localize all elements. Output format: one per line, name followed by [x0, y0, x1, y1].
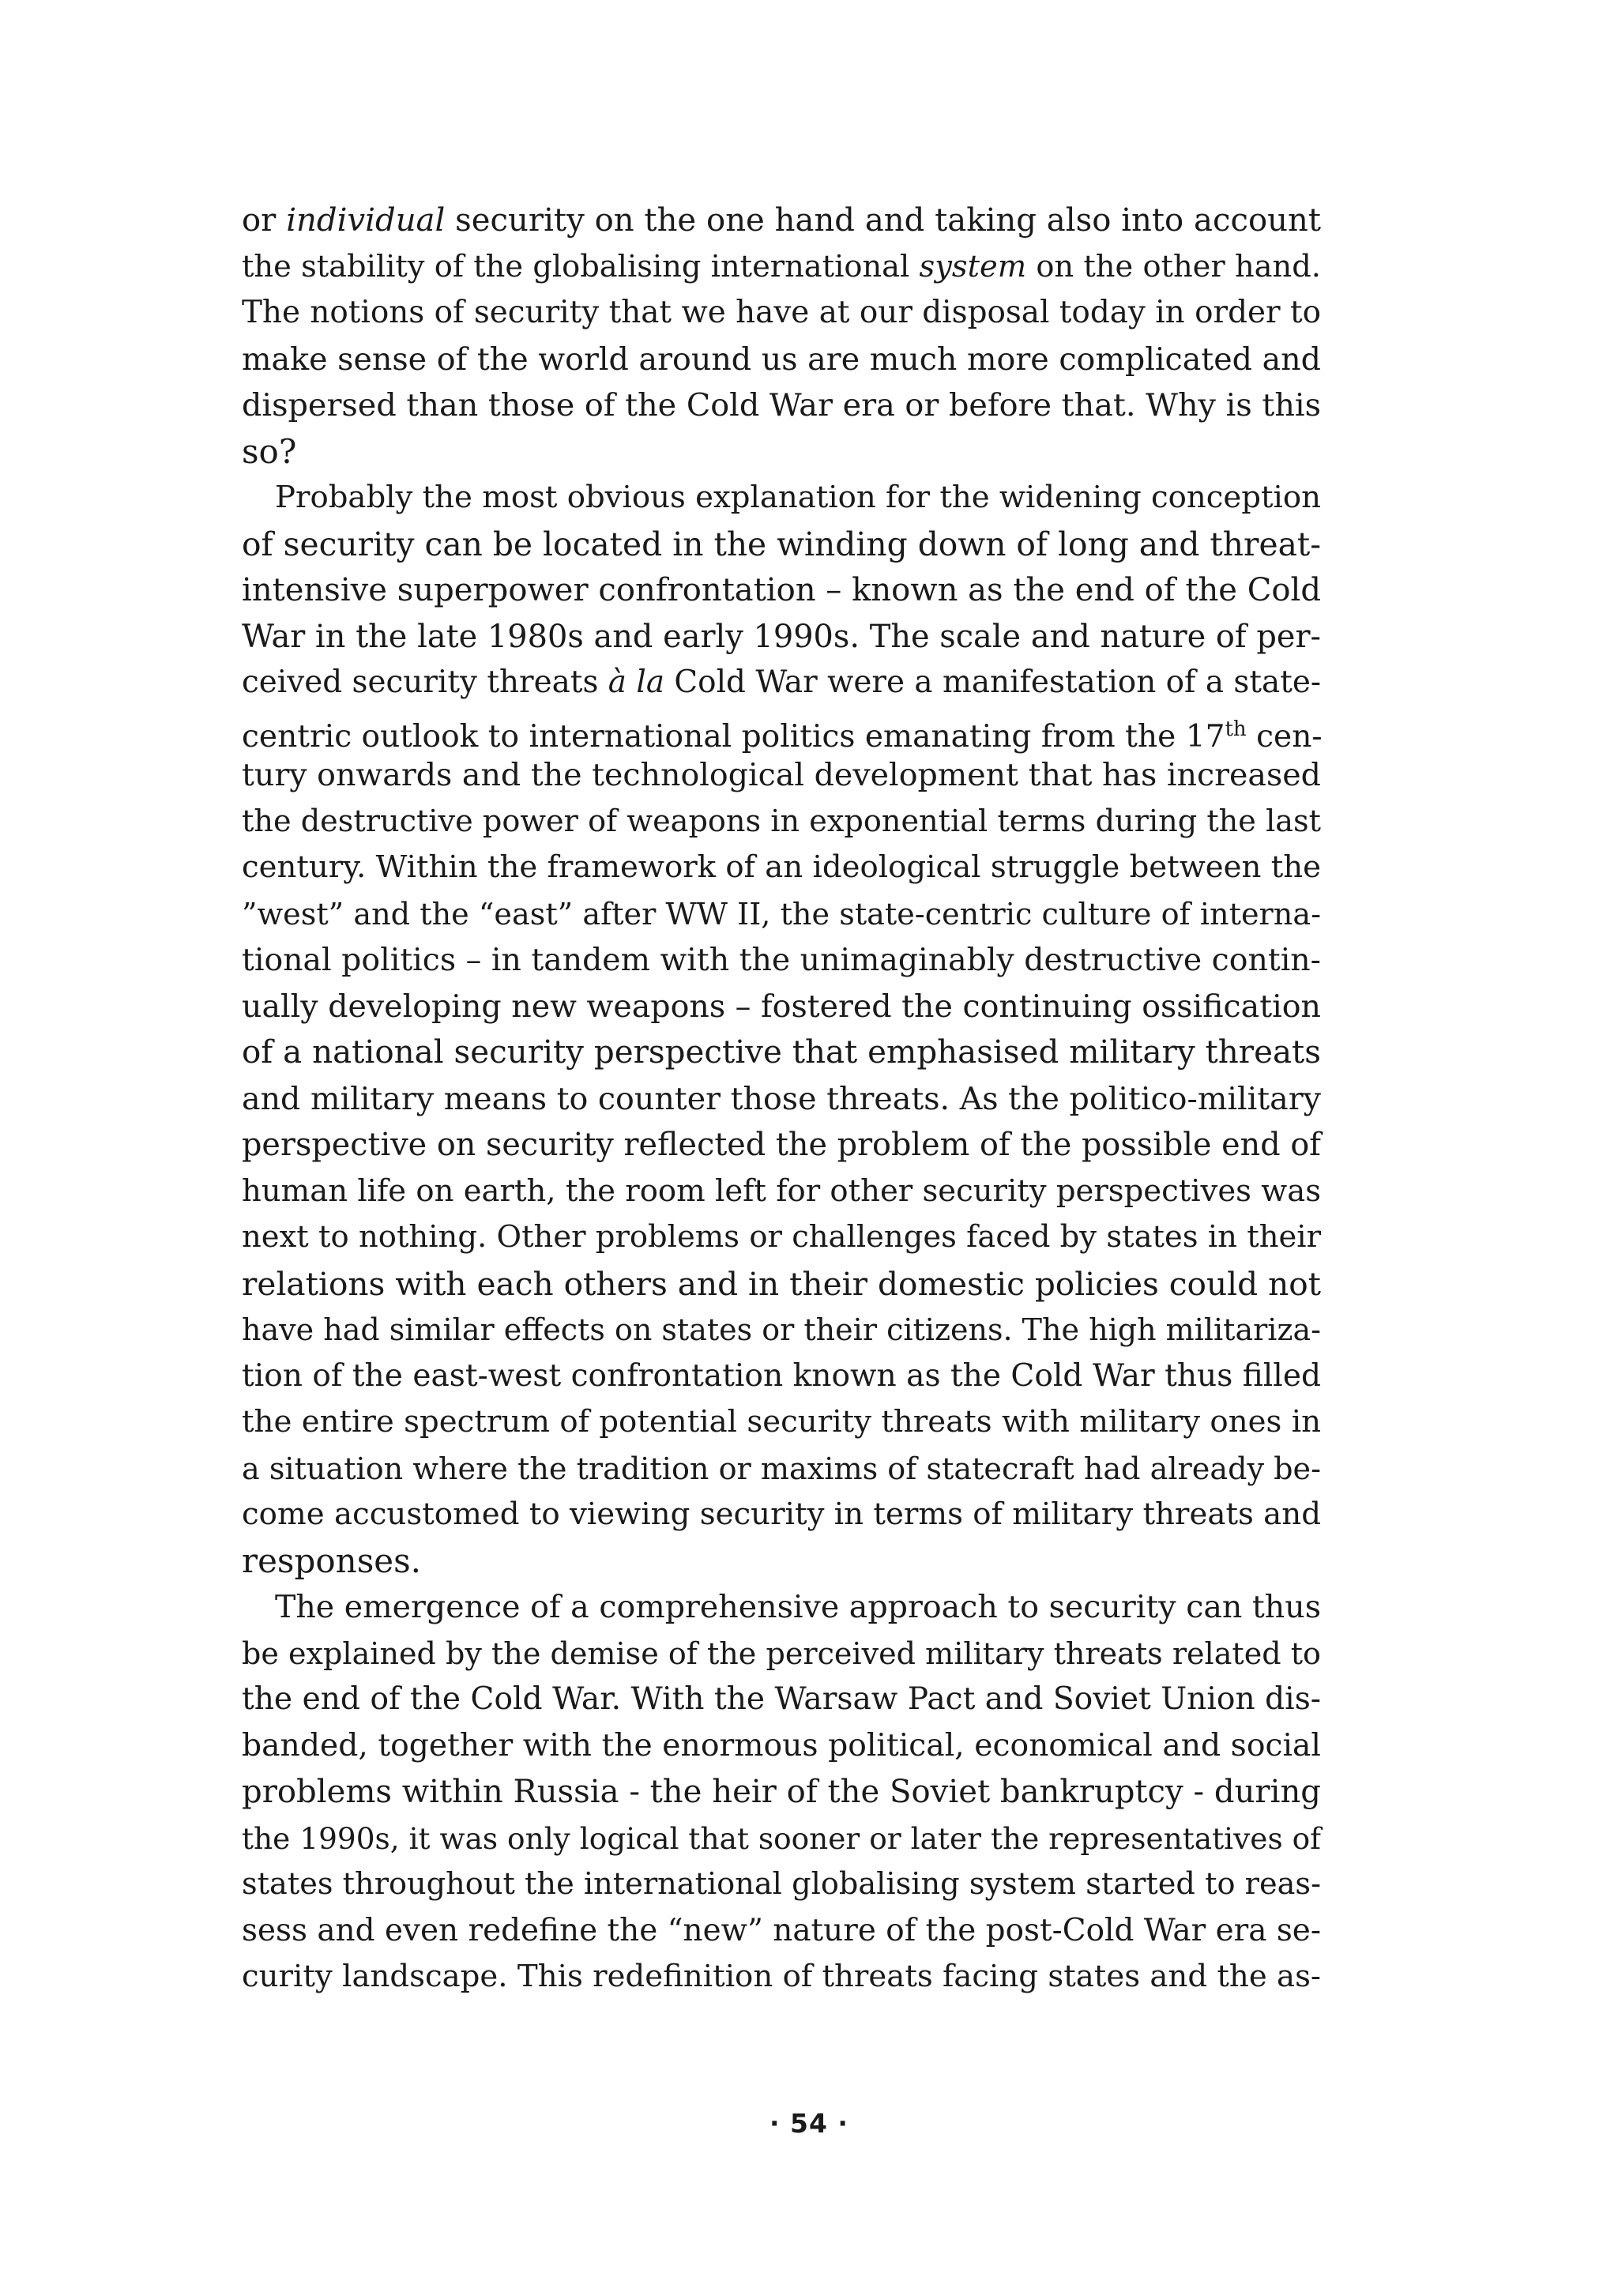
- line-text: so?: [242, 431, 297, 471]
- text-line: [242, 752, 1321, 799]
- line-text: the destructive power of weapons in exponential terms during the last: [242, 804, 1321, 839]
- line-text: The notions of security that we have at our disposal today in order to: [242, 295, 1321, 330]
- paragraph: [242, 475, 1321, 1584]
- line-text: on the other hand.: [1026, 248, 1321, 284]
- text-line: [242, 1399, 1321, 1446]
- line-text: next to nothing. Other problems or challenges faced by states in their: [242, 1219, 1321, 1255]
- text-line: [242, 1307, 1321, 1353]
- line-text: dispersed than those of the Cold War era or before that. Why is this: [242, 387, 1321, 423]
- line-text: intensive superpower confrontation – known as the end of the Cold: [242, 572, 1322, 608]
- line-text: problems within Russia - the heir of the Soviet bankruptcy - during: [242, 1774, 1321, 1810]
- text-line: [242, 1169, 1321, 1215]
- superscript: th: [1225, 717, 1247, 741]
- line-text: the 1990s, it was only logical that sooner or later the representatives of: [242, 1820, 1321, 1856]
- line-text: centric outlook to international politics emanating from the 17: [242, 718, 1225, 755]
- text-line: [242, 1677, 1321, 1723]
- italic-term: à la: [608, 664, 665, 700]
- paragraph: [242, 1584, 1321, 2001]
- line-text: War in the late 1980s and early 1990s. The scale and nature of per-: [242, 618, 1321, 655]
- text-line: [242, 845, 1321, 891]
- line-text: or: [242, 202, 287, 239]
- line-text: states throughout the international globalising system started to reas-: [242, 1866, 1321, 1902]
- line-text: come accustomed to viewing security in terms of military threats and: [242, 1496, 1321, 1532]
- text-line: [242, 337, 1321, 383]
- line-text: tion of the east-west confrontation known as the Cold War thus filled: [242, 1357, 1321, 1394]
- line-text: make sense of the world around us are much more complicated and: [242, 341, 1321, 378]
- text-line: [242, 1631, 1321, 1677]
- text-line: [242, 290, 1321, 337]
- line-text: Cold War were a manifestation of a state-: [664, 664, 1321, 700]
- line-text: the end of the Cold War. With the Warsaw Pact and Soviet Union dis-: [242, 1681, 1321, 1717]
- text-line: [242, 984, 1321, 1030]
- line-text: security on the one hand and taking also into account: [445, 202, 1321, 239]
- line-text: the stability of the globalising international: [242, 248, 920, 284]
- text-line: [242, 614, 1321, 661]
- line-text: Probably the most obvious explanation for the widening conception: [275, 480, 1321, 515]
- text-line: [242, 1076, 1321, 1123]
- line-text: banded, together with the enormous political, economical and social: [242, 1727, 1321, 1763]
- text-line: [242, 1214, 1321, 1261]
- line-text: perspective on security reflected the problem of the possible end of: [242, 1127, 1321, 1163]
- line-text: tury onwards and the technological development that has increased: [242, 757, 1321, 793]
- italic-term: individual: [286, 202, 446, 239]
- text-line: [242, 937, 1321, 984]
- text-line: [242, 1122, 1321, 1169]
- text-line: [242, 1353, 1321, 1400]
- paragraph: [242, 198, 1321, 475]
- line-text: responses.: [242, 1541, 422, 1580]
- text-line: [242, 1908, 1321, 1955]
- text-line: [242, 244, 1321, 291]
- text-line: [242, 1492, 1321, 1538]
- text-line: [242, 799, 1321, 845]
- line-text: sess and even redefine the “new” nature of the post-Cold War era se-: [242, 1912, 1321, 1948]
- line-text: the entire spectrum of potential security threats with military ones in: [242, 1404, 1321, 1440]
- text-line: [242, 1816, 1321, 1862]
- line-text: relations with each others and in their domestic policies could not: [242, 1264, 1321, 1303]
- text-line: [242, 1029, 1321, 1076]
- line-text: tional politics – in tandem with the unimaginably destructive contin-: [242, 942, 1321, 978]
- line-text: have had similar effects on states or their citizens. The high militariza-: [242, 1312, 1321, 1347]
- text-line: [242, 198, 1321, 244]
- line-text: be explained by the demise of the perceived military threats related to: [242, 1635, 1321, 1671]
- line-text: of security can be located in the winding down of long and threat-: [242, 525, 1322, 563]
- text-line: [242, 660, 1321, 706]
- italic-term: system: [919, 248, 1027, 284]
- text-line: [242, 429, 1321, 476]
- text-line: [242, 1446, 1321, 1492]
- text-line: [242, 1954, 1321, 2001]
- line-text: human life on earth, the room left for other security perspectives was: [242, 1172, 1321, 1209]
- text-line: [242, 1584, 1321, 1631]
- text-line: [242, 382, 1321, 429]
- line-text: ceived security threats: [242, 664, 608, 700]
- text-line: [242, 475, 1321, 521]
- text-line: [242, 1861, 1321, 1908]
- text-line: [242, 1723, 1321, 1770]
- text-line: [242, 891, 1321, 938]
- text-line: [242, 1261, 1321, 1308]
- line-text: century. Within the framework of an ideological struggle between the: [242, 849, 1321, 885]
- text-line: [242, 1769, 1321, 1816]
- text-line: [242, 521, 1321, 568]
- line-text: The emergence of a comprehensive approach to security can thus: [275, 1589, 1321, 1625]
- line-text: cen-: [1246, 718, 1323, 755]
- line-text: curity landscape. This redefinition of threats facing states and the as-: [242, 1959, 1321, 1994]
- line-text: and military means to counter those threats. As the politico-military: [242, 1080, 1321, 1117]
- text-line: [242, 567, 1321, 614]
- line-text: ”west” and the “east” after WW II, the state-centric culture of interna-: [242, 896, 1321, 932]
- text-line: [242, 1538, 1321, 1585]
- text-line: [242, 706, 1321, 753]
- line-text: ually developing new weapons – fostered the continuing ossification: [242, 988, 1321, 1025]
- page-number: · 54 ·: [769, 2108, 849, 2139]
- line-text: a situation where the tradition or maxims of statecraft had already be-: [242, 1451, 1321, 1486]
- body-text: [242, 198, 1321, 2001]
- line-text: of a national security perspective that emphasised military threats: [242, 1033, 1321, 1071]
